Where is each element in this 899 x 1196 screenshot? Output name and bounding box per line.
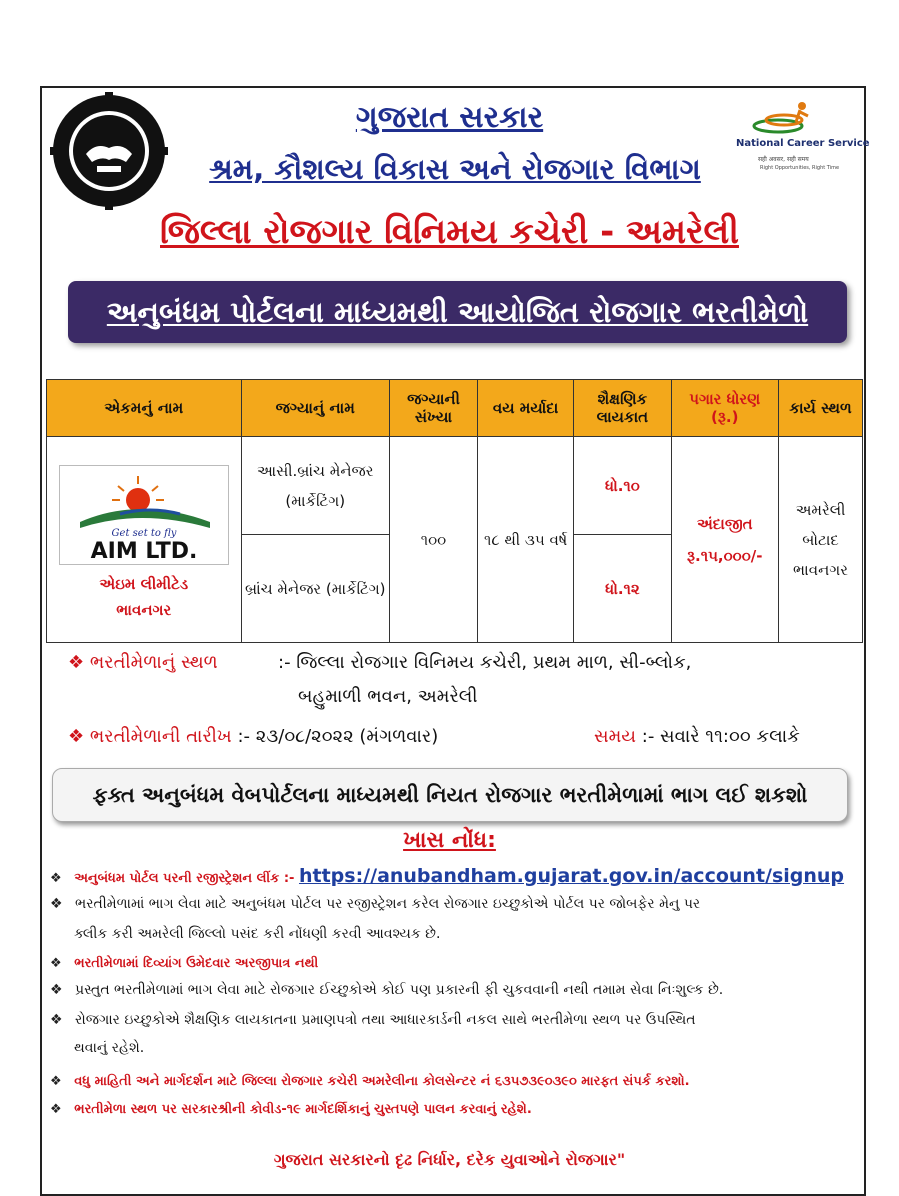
note-text-cont: થવાનું રહેશે.	[74, 1040, 145, 1056]
ncs-title: National Career Service	[736, 138, 870, 149]
signup-link[interactable]: https://anubandham.gujarat.gov.in/account/signup	[298, 865, 845, 887]
bullet-icon: ❖	[50, 1074, 62, 1089]
bullet-icon: ❖	[68, 652, 85, 673]
note-text: પ્રસ્તુત ભરતીમેળામાં ભાગ લેવા માટે રોજગાર ઈચ્છુકોએ કોઈ પણ પ્રકારની ફી ચુકવવાની નથી તમામ સેવા નિઃશુલ્ક છે.	[75, 982, 724, 998]
notes-heading: ખાસ નોંધ:	[403, 828, 496, 853]
company-name-line1: એઇમ લીમીટેડ	[99, 574, 189, 593]
header-vacancies: જગ્યાની સંખ્યા	[389, 380, 477, 437]
salary-amount: રૂ.૧૫,૦૦૦/-	[687, 546, 763, 565]
venue-row	[68, 652, 218, 673]
note-link-label: અનુબંધમ પોર્ટલ પરની રજીસ્ટ્રેશન લીંક :-	[74, 871, 295, 886]
time-label: સમય	[594, 726, 637, 747]
venue-value-line1: :- જિલ્લા રોજગાર વિનિમય કચેરી, પ્રથમ માળ, સી-બ્લોક,	[278, 652, 692, 673]
aim-company-logo	[59, 465, 229, 565]
date-value: :- ૨૩/૦૮/૨૦૨૨ (મંગળવાર)	[237, 726, 439, 747]
header-government: ગુજરાત સરકાર	[355, 100, 544, 135]
age-limit-cell: ૧૮ થી ૩૫ વર્ષ	[478, 437, 574, 643]
salary-cell	[671, 437, 779, 643]
header-post: જગ્યાનું નામ	[241, 380, 389, 437]
location-cell	[779, 437, 863, 643]
salary-approx: અંદાજીત	[696, 514, 753, 533]
venue-label: ભરતીમેળાનું સ્થળ	[89, 652, 218, 673]
table-header-row	[47, 380, 863, 437]
time-row	[594, 726, 800, 747]
bullet-icon: ❖	[50, 1012, 63, 1028]
ncs-tagline-english: Right Opportunities, Right Time	[760, 165, 840, 171]
post-branch-manager: બ્રાંચ મેનેજર (માર્કેટિંગ)	[241, 535, 389, 643]
title-banner: અનુબંધમ પોર્ટલના માધ્યમથી આયોજિત રોજગાર ભરતીમેળો	[68, 281, 847, 343]
aim-logo-tagline: Get set to fly	[111, 527, 177, 539]
company-cell	[47, 437, 242, 643]
note-text: ભરતીમેળામાં ભાગ લેવા માટે અનુબંધમ પોર્ટલ પર રજીસ્ટ્રેશન કરેલ રોજગાર ઇચ્છુકોએ પોર્ટલ પર જોબફેર મેનુ પર	[75, 896, 701, 912]
note-jobfair-registration	[50, 890, 860, 918]
table-row	[47, 437, 863, 535]
date-row	[68, 726, 438, 747]
note-registration-link	[50, 862, 860, 893]
note-text: ભરતીમેળામાં દિવ્યાંગ ઉમેદવાર અરજીપાત્ર નથી	[74, 956, 319, 971]
note-text: રોજગાર ઇચ્છુકોએ શૈક્ષણિક લાયકાતના પ્રમાણપત્રો તથા આધારકાર્ડની નકલ સાથે ભરતીમેળા સ્થળ પર ઉપસ્થિત	[75, 1012, 696, 1028]
bullet-icon: ❖	[68, 726, 85, 747]
time-value: :- સવારે ૧૧:૦૦ કલાકે	[641, 726, 800, 747]
header-company: એકમનું નામ	[47, 380, 242, 437]
bullet-icon: ❖	[50, 982, 63, 998]
bullet-icon: ❖	[50, 896, 63, 912]
header-age: વય મર્યાદા	[478, 380, 574, 437]
header-salary: પગાર ધોરણ (રૂ.)	[671, 380, 779, 437]
header-location: કાર્ય સ્થળ	[779, 380, 863, 437]
vacancies-cell: ૧૦૦	[389, 437, 477, 643]
note-free-service	[50, 976, 860, 1004]
aim-logo-wordmark: AIM LTD.	[90, 538, 198, 564]
note-documents	[50, 1006, 860, 1034]
note-callcenter	[50, 1068, 860, 1096]
note-text: ભરતીમેળા સ્થળ પર સરકારશ્રીની કોવીડ-૧૯ માર્ગદર્શિકાનું ચુસ્તપણે પાલન કરવાનું રહેશે.	[74, 1102, 532, 1117]
date-label: ભરતીમેળાની તારીખ	[89, 726, 232, 747]
ncs-tagline-hindi: सही अवसर, सही समय	[758, 156, 809, 163]
location-botad: બોટાદ	[802, 530, 839, 549]
location-amreli: અમરેલી	[795, 500, 846, 519]
company-name-line2: ભાવનગર	[116, 600, 172, 619]
qualification-12th: ધો.૧૨	[574, 535, 671, 643]
bullet-icon: ❖	[50, 1102, 62, 1117]
note-disabled	[50, 950, 860, 978]
note-covid	[50, 1096, 860, 1124]
portal-only-banner: ફક્ત અનુબંધમ વેબપોર્ટલના માધ્યમથી નિયત રોજગાર ભરતીમેળામાં ભાગ લઈ શકશો	[52, 768, 848, 822]
post-asst-branch-manager: આસી.બ્રાંચ મેનેજર (માર્કેટિંગ)	[241, 437, 389, 535]
bullet-icon: ❖	[50, 956, 62, 971]
header-office: જિલ્લા રોજગાર વિનિમય કચેરી - અમરેલી	[160, 212, 739, 252]
header-department: શ્રમ, કૌશલ્ય વિકાસ અને રોજગાર વિભાગ	[209, 152, 701, 186]
bullet-icon: ❖	[50, 871, 62, 886]
note-text: વધુ માહિતી અને માર્ગદર્શન માટે જિલ્લા રોજગાર કચેરી અમરેલીના કોલસેન્ટર નં ૬૩૫૭૩૯૦૩૯૦ મારફત સંપર્ક કરશો.	[74, 1074, 690, 1089]
note-text-cont: ક્લીક કરી અમરેલી જિલ્લો પસંદ કરી નોંધણી કરવી આવશ્યક છે.	[74, 926, 441, 942]
location-bhavnagar: ભાવનગર	[793, 560, 848, 579]
jobs-table	[46, 379, 863, 643]
venue-value-line2: બહુમાળી ભવન, અમરેલી	[298, 686, 478, 707]
qualification-10th: ધો.૧૦	[574, 437, 671, 535]
header-qualification: શૈક્ષણિક લાયકાત	[574, 380, 671, 437]
footer-slogan: ગુજરાત સરકારનો દૃઢ નિર્ધાર, દરેક યુવાઓને રોજગાર"	[273, 1150, 626, 1169]
